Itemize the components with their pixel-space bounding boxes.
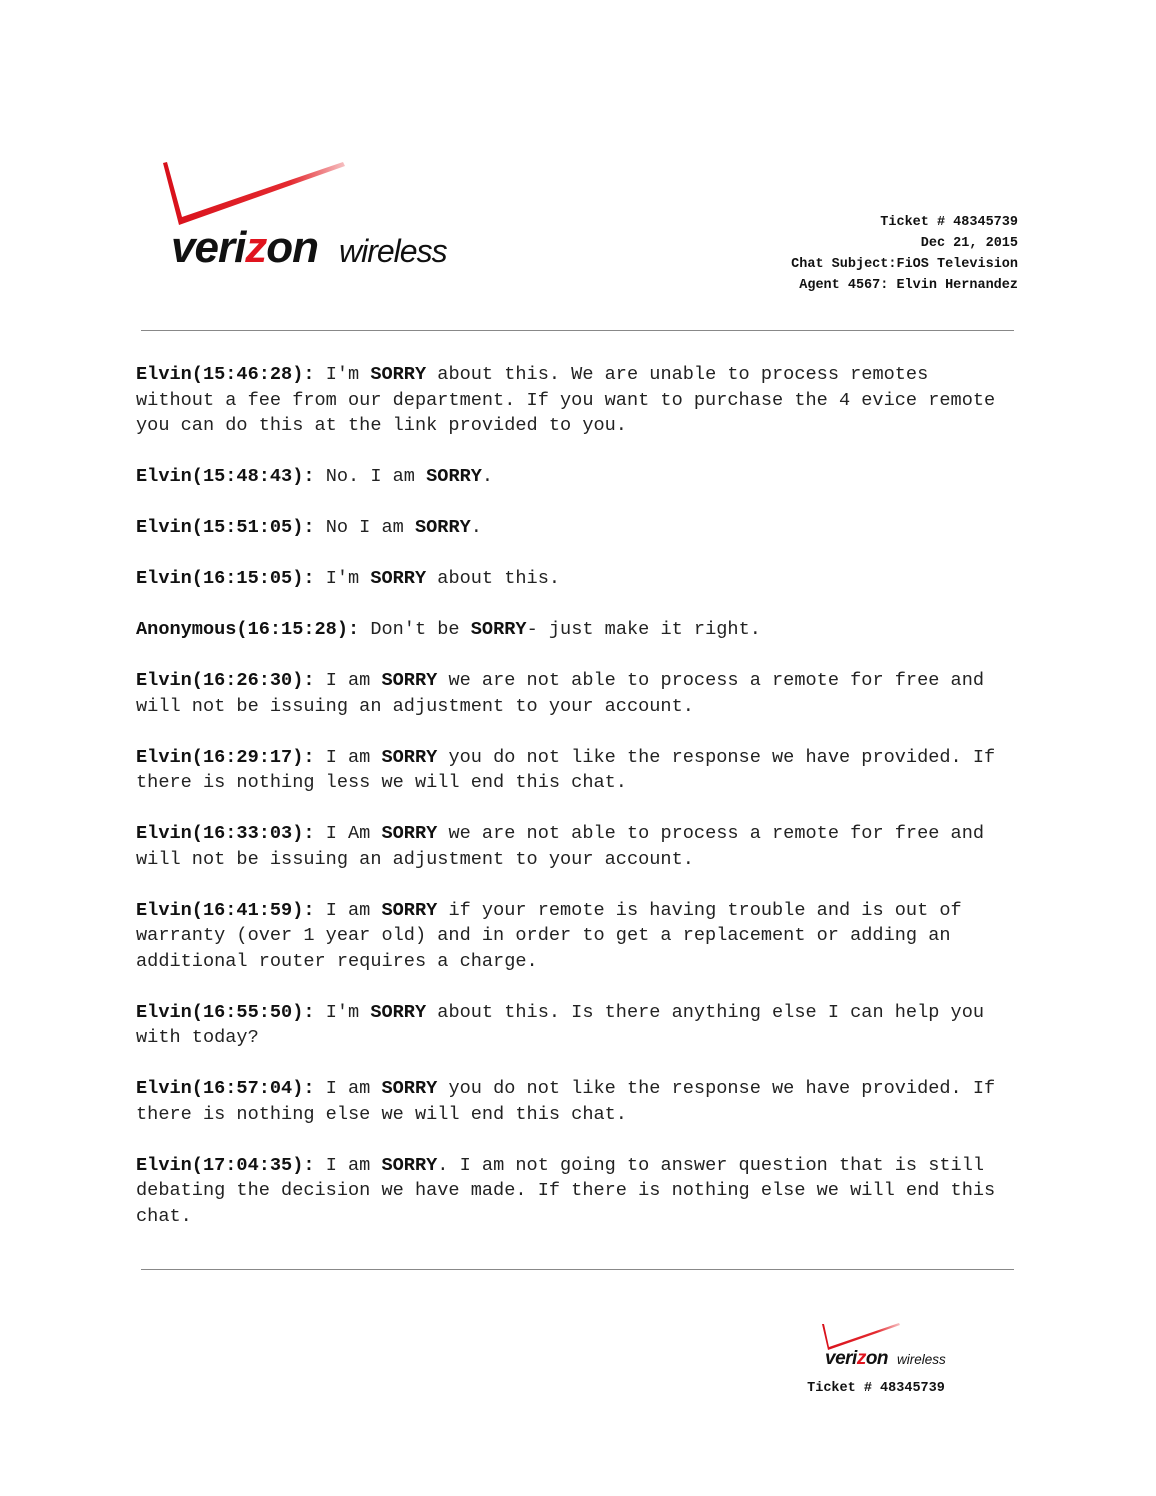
message-speaker: Elvin(15:48:43): — [136, 466, 315, 487]
message-text: I am — [314, 746, 382, 768]
chat-message — [136, 566, 1036, 592]
message-text: I am — [314, 899, 382, 921]
chat-date: Dec 21, 2015 — [920, 236, 1018, 251]
message-text: I am — [314, 670, 382, 691]
chat-message — [136, 515, 1036, 541]
chat-transcript — [136, 362, 1036, 1255]
message-text: I am — [314, 1078, 382, 1099]
ticket-header — [791, 212, 1018, 296]
message-text: we are not able to process a remote for free and will not be issuing an adjustment to your account. — [136, 823, 985, 870]
chat-message — [136, 617, 1036, 643]
emphasis-text: SORRY — [381, 746, 438, 768]
message-speaker: Elvin(16:29:17): — [136, 746, 315, 768]
message-text: we are not able to process a remote for free and will not be issuing an adjustment to your account. — [136, 670, 985, 717]
message-text: . — [470, 517, 482, 538]
footer-verizon-logo — [818, 1322, 953, 1368]
emphasis-text: SORRY — [381, 1078, 438, 1099]
emphasis-text: SORRY — [381, 670, 438, 691]
footer-ticket-number: Ticket # 48345739 — [807, 1381, 945, 1396]
svg-text:wireless: wireless — [897, 1352, 946, 1367]
message-speaker: Elvin(16:33:03): — [136, 823, 315, 844]
message-text: I am — [314, 1154, 382, 1176]
message-text: if your remote is having trouble and is out of warranty (over 1 year old) and in order to get a replacement or adding an additional router requires a charge. — [136, 899, 962, 972]
message-speaker: Elvin(16:57:04): — [136, 1078, 315, 1099]
message-speaker: Elvin(16:41:59): — [136, 899, 315, 921]
agent-name: Agent 4567: Elvin Hernandez — [799, 278, 1018, 293]
emphasis-text: SORRY — [370, 1001, 427, 1023]
divider-bottom — [141, 1269, 1014, 1270]
message-text: about this. Is there anything else I can help you with today? — [136, 1001, 985, 1048]
emphasis-text: SORRY — [414, 517, 471, 538]
emphasis-text: SORRY — [370, 568, 427, 589]
message-speaker: Elvin(15:46:28): — [136, 364, 315, 385]
message-speaker: Elvin(16:15:05): — [136, 568, 315, 589]
message-text: Don't be — [359, 619, 471, 640]
verizon-wireless-logo — [155, 158, 465, 273]
chat-message — [136, 668, 1036, 719]
message-speaker: Anonymous(16:15:28): — [136, 619, 360, 640]
message-text: I'm — [314, 568, 371, 589]
emphasis-text: SORRY — [381, 1154, 438, 1176]
divider-top — [141, 330, 1014, 331]
message-speaker: Elvin(17:04:35): — [136, 1154, 315, 1176]
chat-message — [136, 898, 1036, 975]
emphasis-text: SORRY — [470, 619, 527, 640]
chat-message — [136, 464, 1036, 490]
svg-text:verizon: verizon — [825, 1348, 889, 1368]
chat-message — [136, 362, 1036, 439]
message-speaker: Elvin(16:26:30): — [136, 670, 315, 691]
message-text: about this. — [426, 568, 561, 589]
message-text: you do not like the response we have provided. If there is nothing else we will end this chat. — [136, 1078, 996, 1125]
ticket-number: Ticket # 48345739 — [880, 215, 1018, 230]
chat-message — [136, 821, 1036, 872]
emphasis-text: SORRY — [381, 823, 438, 844]
svg-text:wireless: wireless — [339, 233, 447, 269]
message-text: No I am — [314, 517, 415, 538]
message-text: I Am — [314, 823, 382, 844]
emphasis-text: SORRY — [426, 466, 482, 487]
message-text: I'm — [314, 1001, 371, 1023]
message-text: . I am not going to answer question that is still debating the decision we have made. If there is nothing else we will end this chat. — [136, 1154, 996, 1227]
chat-message — [136, 1000, 1036, 1051]
emphasis-text: SORRY — [370, 364, 427, 385]
chat-message — [136, 745, 1036, 796]
chat-message — [136, 1153, 1036, 1230]
message-text: . — [481, 466, 494, 487]
svg-text:verizon: verizon — [171, 223, 319, 272]
message-text: I'm — [314, 364, 371, 385]
message-text: about this. We are unable to process remotes without a fee from our department. If you want to purchase the 4 evice remote you can do this at the link provided to you. — [136, 364, 996, 436]
emphasis-text: SORRY — [381, 899, 438, 921]
message-speaker: Elvin(15:51:05): — [136, 517, 315, 538]
message-speaker: Elvin(16:55:50): — [136, 1001, 315, 1023]
message-text: - just make it right. — [526, 619, 761, 640]
message-text: you do not like the response we have provided. If there is nothing less we will end this chat. — [136, 746, 996, 793]
chat-subject: Chat Subject:FiOS Television — [791, 257, 1018, 272]
message-text: No. I am — [314, 466, 427, 487]
chat-message — [136, 1076, 1036, 1127]
